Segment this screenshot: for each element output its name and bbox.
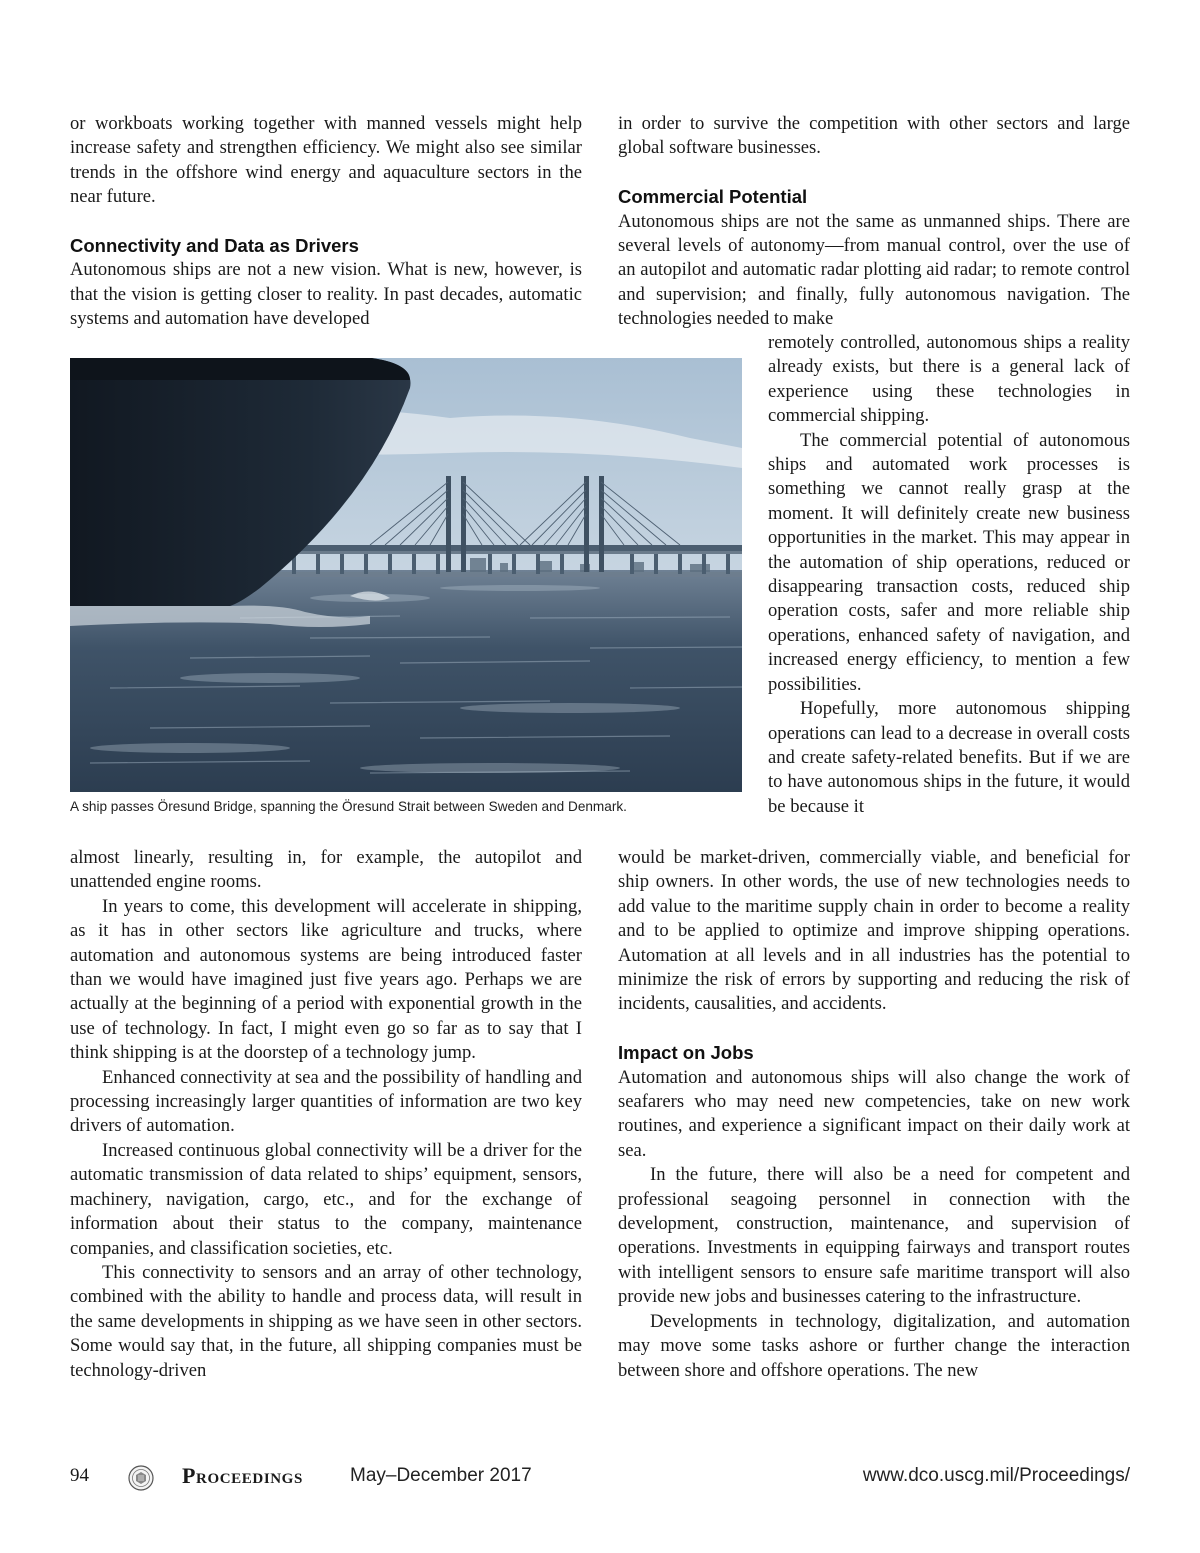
right-column-narrow: [768, 331, 1130, 819]
paragraph-jobs-1: Automation and autonomous ships will also change the work of seafarers who may need new competencies, take on new work routines, and experience a significant impact on their daily work at sea.: [618, 1066, 1130, 1161]
publication-date: May–December 2017: [350, 1465, 532, 1486]
paragraph-commercial-3-wide: would be market-driven, commercially viable, and beneficial for ship owners. In other words, the use of new technologies needs to add value to the maritime supply chain in order to become a reality and to be applied to optimize and improve shipping operations. Automation at all levels and in all industries has the potential to minimize the risk of errors by supporting and reducing the risk of incidents, causalities, and accidents.: [618, 847, 1130, 1015]
paragraph-years-to-come: In years to come, this development will accelerate in shipping, as it has in other sectors like agriculture and trucks, where automation and autonomous systems are being introduced faster than we would have imagined just five years ago. Perhaps we are actually at the beginning of a period with exponential growth in the use of technology. In fact, I might even go so far as to say that I think shipping is at the doorstep of a technology jump.: [70, 895, 582, 1064]
heading-impact-on-jobs: Impact on Jobs: [618, 1042, 754, 1064]
uscg-seal-icon: [128, 1465, 154, 1496]
paragraph-jobs-2: In the future, there will also be a need for competent and professional seagoing personnel in connection with the development, construction, maintenance, and supervision of operations. Investments in equipping fairways and transport routes with intelligent sensors to ensure safe maritime transport will also provide new jobs and businesses catering to the infrastructure.: [618, 1164, 1130, 1308]
paragraph-workboats: or workboats working together with manned vessels might help increase safety and strengthen efficiency. We might also see similar trends in the offshore wind energy and aquaculture sectors in the near future.: [70, 113, 582, 208]
paragraph-commercial-2: The commercial potential of autonomous ships and automated work processes is something we cannot really grasp at the moment. It will definitely create new business opportunities in the market. This may appear in the automation of ship operations, reduced or disappearing transaction costs, reduced ship operation costs, safer and more reliable ship operations, enhanced safety of navigation, and increased energy efficiency, to mention a few possibilities.: [768, 429, 1130, 695]
paragraph-jobs-3: Developments in technology, digitalization, and automation may move some tasks ashore or further change the interaction between shore and offshore operations. The new: [618, 1310, 1130, 1381]
paragraph-connectivity-intro: Autonomous ships are not a new vision. What is new, however, is that the vision is getting closer to reality. In past decades, automatic systems and automation have developed: [70, 259, 582, 330]
right-column-bottom: [618, 846, 1130, 1383]
photo-illustration: [70, 358, 742, 792]
paragraph-commercial-1-wide: Autonomous ships are not the same as unmanned ships. There are several levels of autonomy—from manual control, over the use of an autopilot and automatic radar plotting aid radar; to remote control and supervision; and finally, fully autonomous navigation. The technologies needed to make: [618, 210, 1130, 330]
paragraph-almost-linearly: almost linearly, resulting in, for example, the autopilot and unattended engine rooms.: [70, 847, 582, 893]
ship-bridge-photo: [70, 358, 742, 792]
page-number: 94: [70, 1465, 89, 1486]
publication-name: Proceedings: [182, 1463, 303, 1488]
left-column-top: [70, 112, 582, 332]
right-column-top: [618, 112, 1130, 332]
paragraph-commercial-1-narrow: remotely controlled, autonomous ships a reality already exists, but there is a general lack of experience using these technologies in commercial shipping.: [768, 332, 1130, 427]
paragraph-global-connectivity: Increased continuous global connectivity will be a driver for the automatic transmission of data related to ships’ equipment, sensors, machinery, navigation, cargo, etc., and for the exchange of information about their status to the company, maintenance companies, and classification societies, etc.: [70, 1139, 582, 1259]
page-footer: [70, 1463, 1130, 1493]
left-column-bottom: [70, 846, 582, 1383]
photo-caption: A ship passes Öresund Bridge, spanning the Öresund Strait between Sweden and Denmark.: [70, 799, 627, 814]
publication-url[interactable]: www.dco.uscg.mil/Proceedings/: [862, 1465, 1130, 1486]
heading-commercial-potential: Commercial Potential: [618, 186, 808, 208]
heading-connectivity: Connectivity and Data as Drivers: [70, 235, 359, 257]
paragraph-commercial-3-narrow: Hopefully, more autonomous shipping operations can lead to a decrease in overall costs and create safety-related benefits. But if we are to have autonomous ships in the future, it would be because it: [768, 698, 1130, 817]
paragraph-sensors-connectivity: This connectivity to sensors and an array of other technology, combined with the ability to handle and process data, will result in the same developments in shipping as we have seen in other sectors. Some would say that, in the future, all shipping companies must be technology-driven: [70, 1261, 582, 1381]
paragraph-survive-competition: in order to survive the competition with other sectors and large global software businesses.: [618, 113, 1130, 159]
paragraph-enhanced-connectivity: Enhanced connectivity at sea and the possibility of handling and processing increasingly larger quantities of information are two key drivers of automation.: [70, 1066, 582, 1137]
